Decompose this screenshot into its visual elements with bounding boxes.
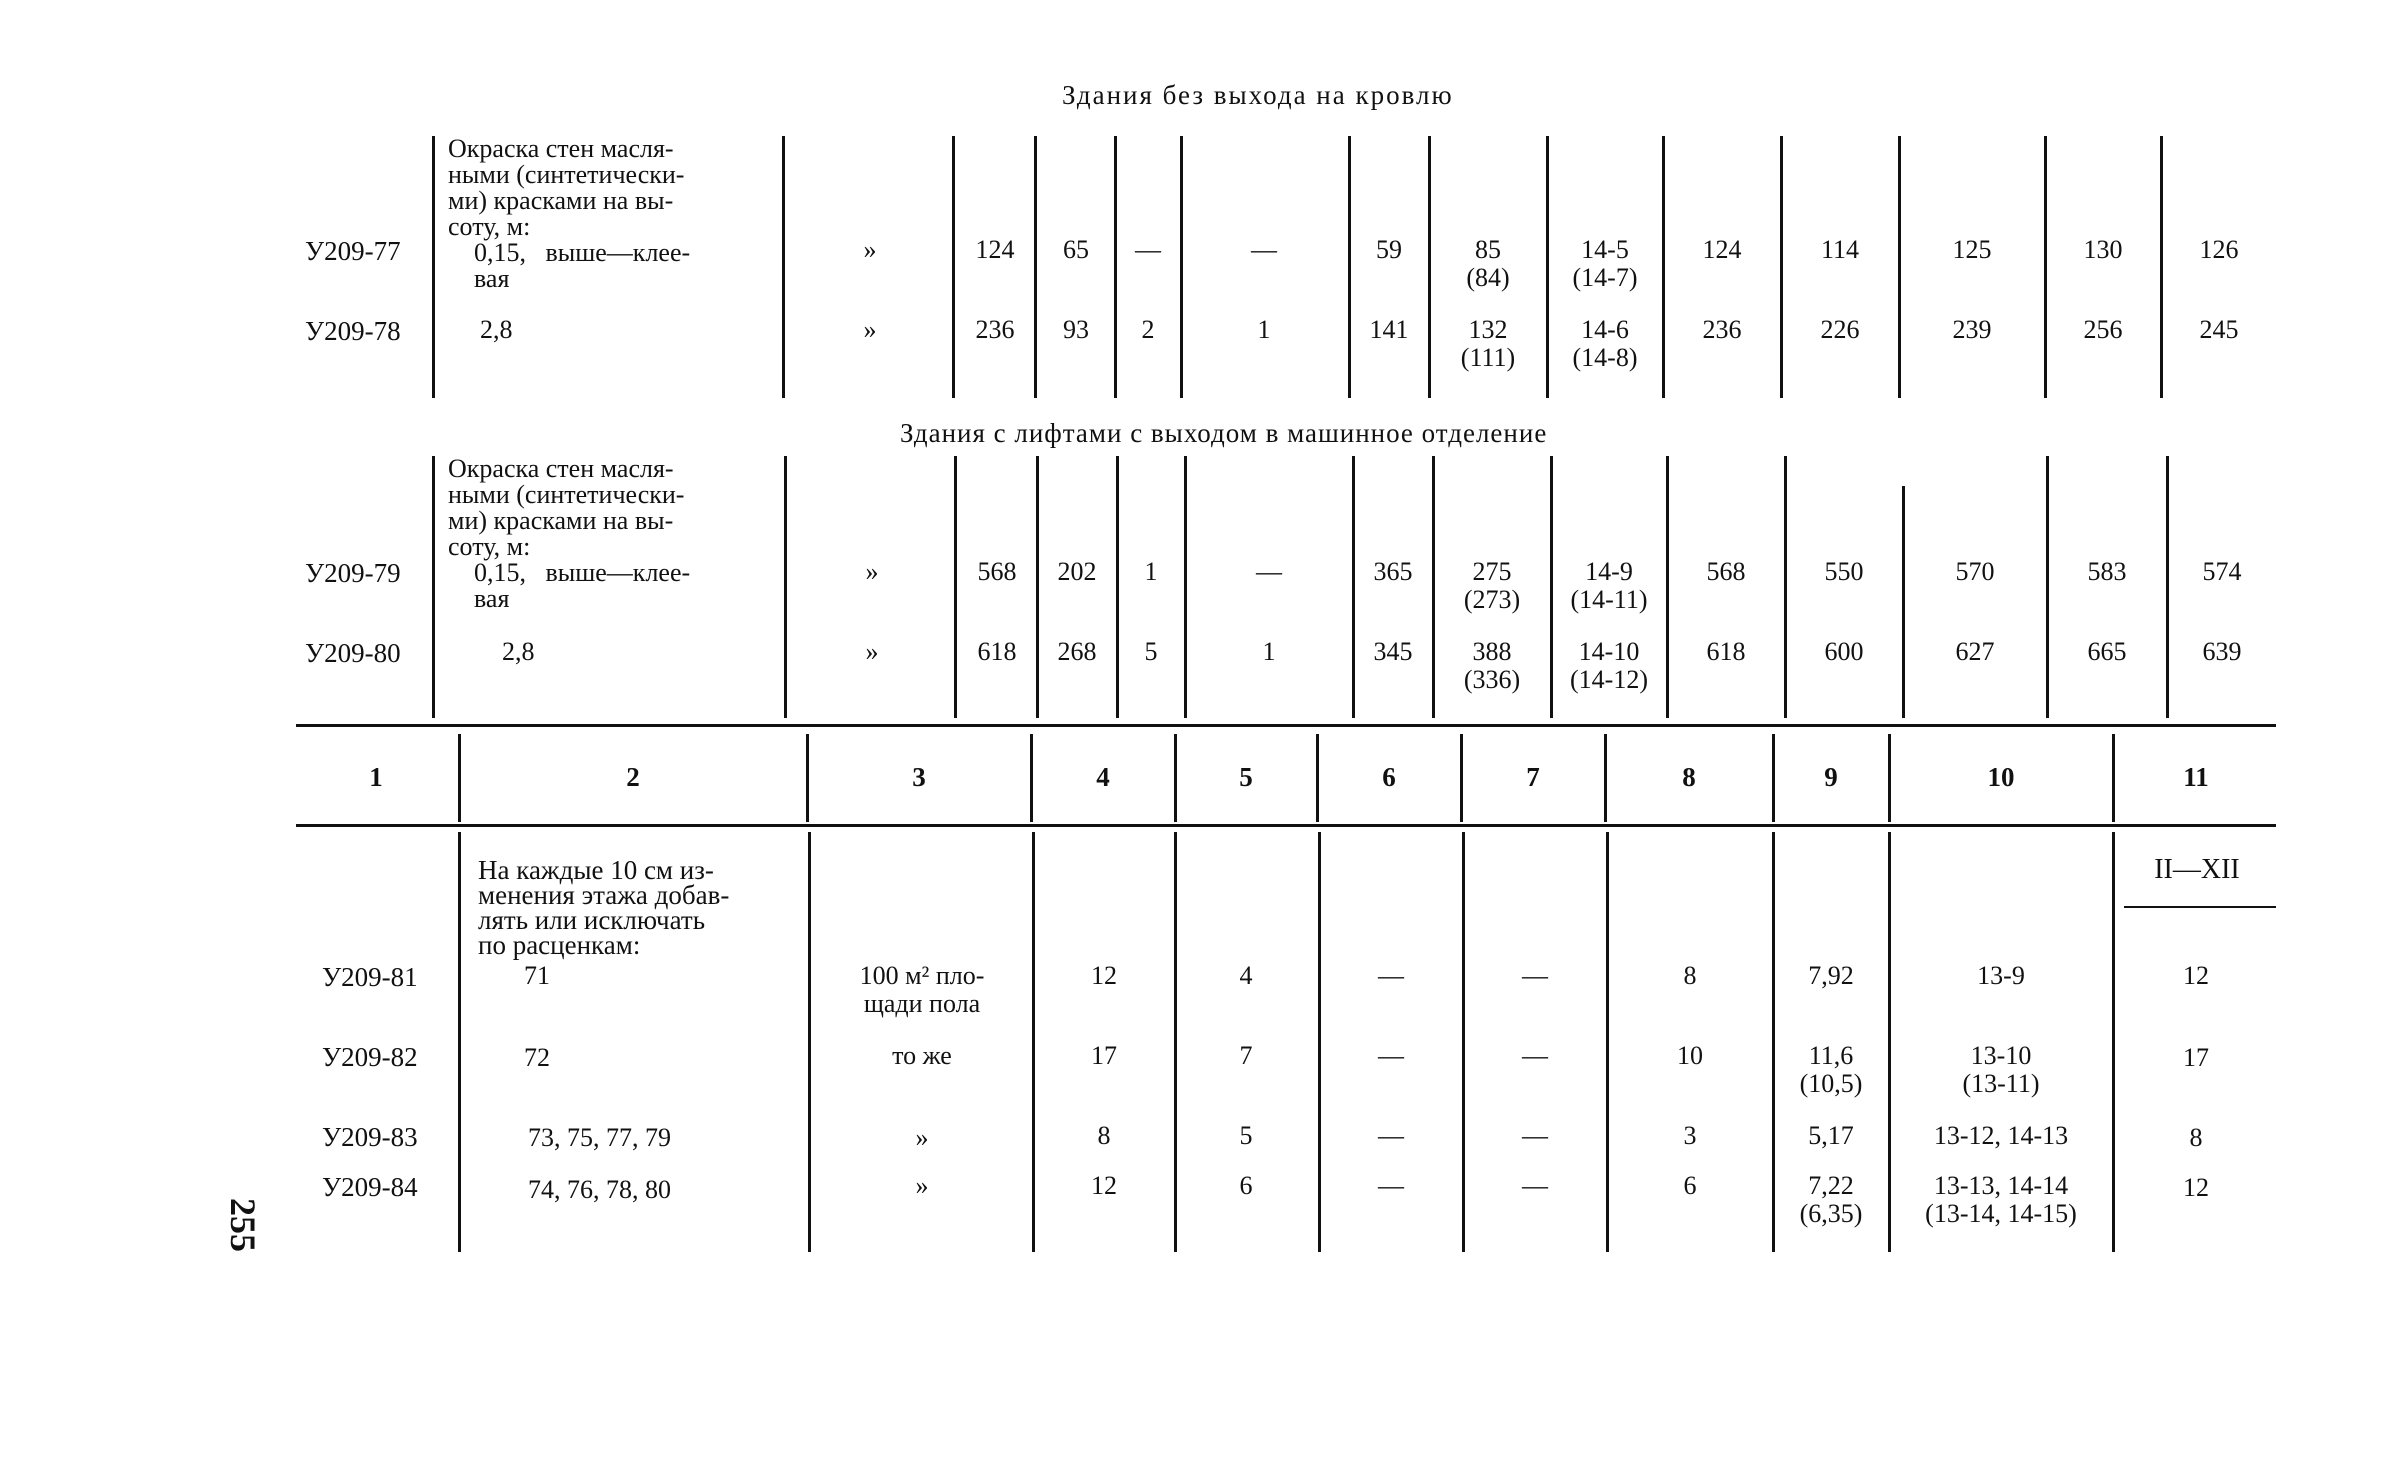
value-cell: 12 [1091,961,1117,990]
value-cell: 2 [1141,315,1155,344]
value-cell: 125 [1952,235,1992,264]
section2-title: Здания с лифтами с выходом в машинное отделение [900,418,1548,448]
row-code: У209-83 [322,1122,418,1152]
value-cell: 93 [1063,315,1089,344]
rate-ref-cell: 74, 76, 78, 80 [528,1175,671,1204]
s2-vline [1784,456,1787,718]
row-code: У209-79 [305,558,401,588]
row-code: У209-84 [322,1172,418,1202]
s3-vline [1032,832,1035,1252]
value-cell: — [1135,235,1161,264]
s2-vline [1184,456,1187,718]
s1-vline [1898,136,1901,398]
s2-vline [1902,486,1905,718]
rate-ref-cell: 71 [524,961,550,990]
section2-description: Окраска стен масля- ными (синтетически- ми) красками на вы- соту, м: 0,15, выше—клее- вая [448,454,691,613]
column-header-3: 3 [912,762,926,792]
unit-cell: » [865,637,879,666]
s2-vline [1352,456,1355,718]
s3-vline [2112,832,2115,1252]
value-cell: 8 [1683,961,1697,990]
value-cell: 568 [977,557,1017,586]
value-cell: 17 [2183,1043,2209,1072]
s3-vline [1606,832,1609,1252]
s1-vline [1034,136,1037,398]
s2-vline [1550,456,1553,718]
value-cell: — [1251,235,1277,264]
unit-cell: » [865,557,879,586]
value-cell: 14-10 (14-12) [1570,637,1648,694]
value-cell: — [1522,961,1548,990]
value-cell: 1 [1262,637,1276,666]
s2-vline [432,456,435,718]
unit-cell: то же [892,1041,952,1070]
value-cell: 14-9 (14-11) [1570,557,1648,614]
value-cell: 124 [975,235,1015,264]
page-number: 255 [223,1198,263,1252]
row-code: У209-77 [305,236,401,266]
value-cell: 5 [1144,637,1158,666]
value-cell: — [1256,557,1282,586]
value-cell: 5,17 [1808,1121,1854,1150]
value-cell: — [1522,1171,1548,1200]
value-cell: 7 [1239,1041,1253,1070]
value-cell: — [1378,1041,1404,1070]
s1-vline [1348,136,1351,398]
row-code: У209-80 [305,638,401,668]
column-header-1: 1 [369,762,383,792]
row-code: У209-78 [305,316,401,346]
value-cell: 665 [2087,637,2127,666]
s1-vline [1180,136,1183,398]
value-cell: 268 [1057,637,1097,666]
unit-cell: 100 м² пло- щади пола [859,961,985,1018]
value-cell: 256 [2083,315,2123,344]
value-cell: 3 [1683,1121,1697,1150]
value-cell: 17 [1091,1041,1117,1070]
unit-cell: » [915,1123,929,1152]
value-cell: 568 [1706,557,1746,586]
value-cell: 226 [1820,315,1860,344]
value-cell: 12 [1091,1171,1117,1200]
section1-description: Окраска стен масля- ными (синтетически- ми) красками на вы- соту, м: 0,15, выше—клее- вая [448,134,691,293]
s1-vline [2044,136,2047,398]
value-cell: 570 [1955,557,1995,586]
value-cell: 8 [2189,1123,2203,1152]
s1-vline [952,136,955,398]
value-cell: 11,6 (10,5) [1799,1041,1863,1098]
value-cell: 85 (84) [1466,235,1510,292]
s2-vline [2166,456,2169,718]
column-header-11: 11 [2183,762,2209,792]
s1-vline [1546,136,1549,398]
header-top-rule [296,724,2276,727]
value-cell: 126 [2199,235,2239,264]
value-cell: 7,22 (6,35) [1799,1171,1863,1228]
column11-range-rule [2124,906,2276,908]
value-cell: 365 [1373,557,1413,586]
s1-vline [432,136,435,398]
s1-vline [1662,136,1665,398]
unit-cell: » [863,235,877,264]
s3-vline [1772,832,1775,1252]
column-header-10: 10 [1987,762,2015,792]
value-cell: 14-6 (14-8) [1572,315,1638,372]
height-cell: 2,8 [480,315,513,344]
header-bottom-rule [296,824,2276,827]
s1-vline [2160,136,2163,398]
unit-cell: » [915,1171,929,1200]
section1-title: Здания без выхода на кровлю [1062,80,1454,110]
s2-vline [1036,456,1039,718]
header-vline [1604,734,1607,822]
value-cell: 13-9 [1977,961,2025,990]
value-cell: 550 [1824,557,1864,586]
s3-vline [808,832,811,1252]
value-cell: 639 [2202,637,2242,666]
value-cell: 627 [1955,637,1995,666]
value-cell: 13-13, 14-14 (13-14, 14-15) [1925,1171,2077,1228]
row-code: У209-81 [322,962,418,992]
value-cell: 4 [1239,961,1253,990]
value-cell: 600 [1824,637,1864,666]
value-cell: 132 (111) [1460,315,1516,372]
header-vline [1316,734,1319,822]
s3-vline [1318,832,1321,1252]
column-header-7: 7 [1526,762,1540,792]
column-header-5: 5 [1239,762,1253,792]
value-cell: 618 [977,637,1017,666]
s1-vline [1428,136,1431,398]
value-cell: — [1522,1041,1548,1070]
value-cell: 114 [1820,235,1860,264]
column-header-8: 8 [1682,762,1696,792]
s1-vline [782,136,785,398]
value-cell: 6 [1239,1171,1253,1200]
header-vline [806,734,809,822]
header-vline [458,734,461,822]
value-cell: 388 (336) [1463,637,1521,694]
s2-vline [1666,456,1669,718]
value-cell: 574 [2202,557,2242,586]
rate-ref-cell: 72 [524,1043,550,1072]
s1-vline [1780,136,1783,398]
header-vline [2112,734,2115,822]
value-cell: 124 [1702,235,1742,264]
value-cell: 5 [1239,1121,1253,1150]
s2-vline [784,456,787,718]
column-header-9: 9 [1824,762,1838,792]
value-cell: 13-10 (13-11) [1962,1041,2040,1098]
s2-vline [1432,456,1435,718]
s3-vline [1888,832,1891,1252]
value-cell: 13-12, 14-13 [1933,1121,2069,1150]
column-header-4: 4 [1096,762,1110,792]
header-vline [1772,734,1775,822]
section3-description: На каждые 10 см из- менения этажа добав- лять или исключать по расценкам: [478,855,730,960]
value-cell: 12 [2183,1173,2209,1202]
rate-ref-cell: 73, 75, 77, 79 [528,1123,671,1152]
s1-vline [1114,136,1117,398]
value-cell: 1 [1144,557,1158,586]
column11-range-label: II—XII [2154,854,2240,885]
column-header-2: 2 [626,762,640,792]
value-cell: 8 [1097,1121,1111,1150]
value-cell: 245 [2199,315,2239,344]
header-vline [1174,734,1177,822]
header-vline [1460,734,1463,822]
value-cell: 10 [1677,1041,1703,1070]
value-cell: 275 (273) [1463,557,1521,614]
value-cell: 7,92 [1808,961,1854,990]
s3-vline [1462,832,1465,1252]
value-cell: — [1378,961,1404,990]
value-cell: 12 [2183,961,2209,990]
s3-vline [458,832,461,1252]
height-cell: 2,8 [502,637,535,666]
value-cell: 59 [1376,235,1402,264]
value-cell: 202 [1057,557,1097,586]
row-code: У209-82 [322,1042,418,1072]
value-cell: 1 [1257,315,1271,344]
s3-vline [1174,832,1177,1252]
s2-vline [1116,456,1119,718]
unit-cell: » [863,315,877,344]
column-header-6: 6 [1382,762,1396,792]
value-cell: 14-5 (14-7) [1572,235,1638,292]
value-cell: 239 [1952,315,1992,344]
value-cell: 236 [1702,315,1742,344]
s2-vline [954,456,957,718]
value-cell: 236 [975,315,1015,344]
value-cell: — [1522,1121,1548,1150]
s2-vline [2046,456,2049,718]
value-cell: 65 [1063,235,1089,264]
value-cell: 345 [1373,637,1413,666]
value-cell: — [1378,1121,1404,1150]
header-vline [1888,734,1891,822]
header-vline [1030,734,1033,822]
value-cell: 130 [2083,235,2123,264]
value-cell: 583 [2087,557,2127,586]
value-cell: 141 [1369,315,1409,344]
value-cell: — [1378,1171,1404,1200]
value-cell: 6 [1683,1171,1697,1200]
value-cell: 618 [1706,637,1746,666]
